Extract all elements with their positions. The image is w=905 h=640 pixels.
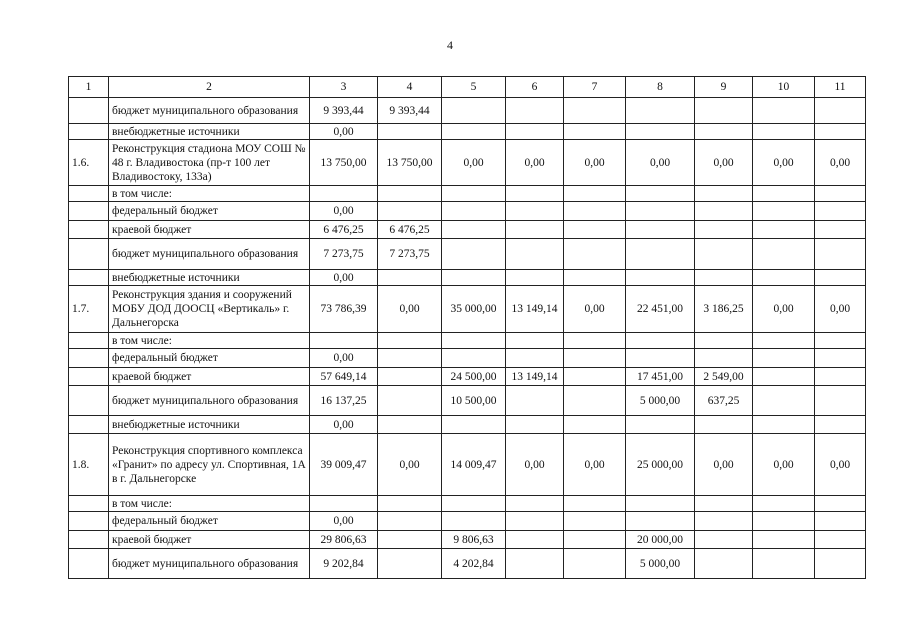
value-cell: 0,00 (753, 434, 815, 496)
value-cell: 0,00 (815, 286, 866, 333)
value-cell (564, 368, 626, 386)
value-cell (378, 333, 442, 349)
table-row (69, 434, 866, 496)
value-cell (564, 239, 626, 270)
row-label: краевой бюджет (109, 221, 310, 239)
value-cell (695, 416, 753, 434)
value-cell (695, 496, 753, 512)
table-row (69, 270, 866, 286)
row-label: внебюджетные источники (109, 416, 310, 434)
value-cell: 0,00 (695, 140, 753, 186)
row-label: в том числе: (109, 496, 310, 512)
value-cell (310, 496, 378, 512)
value-cell (442, 186, 506, 202)
value-cell (378, 349, 442, 368)
value-cell (753, 124, 815, 140)
header-cell: 6 (506, 77, 564, 98)
value-cell (506, 416, 564, 434)
header-cell: 10 (753, 77, 815, 98)
row-label: бюджет муниципального образования (109, 386, 310, 416)
value-cell (506, 549, 564, 579)
table-row (69, 98, 866, 124)
value-cell (695, 549, 753, 579)
value-cell (506, 98, 564, 124)
value-cell (695, 124, 753, 140)
value-cell (695, 186, 753, 202)
value-cell (815, 186, 866, 202)
header-cell: 7 (564, 77, 626, 98)
value-cell (753, 333, 815, 349)
row-number (69, 386, 109, 416)
row-label: внебюджетные источники (109, 124, 310, 140)
row-number (69, 98, 109, 124)
value-cell (310, 333, 378, 349)
value-cell (506, 221, 564, 239)
value-cell: 0,00 (815, 140, 866, 186)
row-number (69, 512, 109, 531)
value-cell: 57 649,14 (310, 368, 378, 386)
header-cell: 5 (442, 77, 506, 98)
value-cell (506, 202, 564, 221)
value-cell (815, 239, 866, 270)
value-cell (753, 239, 815, 270)
table-row (69, 239, 866, 270)
value-cell (815, 98, 866, 124)
value-cell (506, 270, 564, 286)
value-cell (564, 512, 626, 531)
value-cell (626, 496, 695, 512)
value-cell (626, 98, 695, 124)
value-cell (626, 333, 695, 349)
table-row (69, 202, 866, 221)
value-cell: 16 137,25 (310, 386, 378, 416)
value-cell (753, 202, 815, 221)
row-number (69, 186, 109, 202)
row-number (69, 202, 109, 221)
value-cell (442, 98, 506, 124)
value-cell: 22 451,00 (626, 286, 695, 333)
value-cell: 73 786,39 (310, 286, 378, 333)
value-cell (506, 496, 564, 512)
value-cell: 13 750,00 (310, 140, 378, 186)
value-cell (378, 496, 442, 512)
value-cell: 7 273,75 (378, 239, 442, 270)
value-cell (815, 531, 866, 549)
row-label: федеральный бюджет (109, 512, 310, 531)
row-label: краевой бюджет (109, 531, 310, 549)
value-cell: 13 149,14 (506, 368, 564, 386)
row-number (69, 349, 109, 368)
table-row (69, 512, 866, 531)
value-cell: 9 806,63 (442, 531, 506, 549)
value-cell (442, 270, 506, 286)
value-cell: 0,00 (815, 434, 866, 496)
value-cell: 3 186,25 (695, 286, 753, 333)
value-cell (626, 239, 695, 270)
value-cell: 0,00 (310, 349, 378, 368)
value-cell (506, 239, 564, 270)
value-cell: 0,00 (564, 286, 626, 333)
value-cell: 20 000,00 (626, 531, 695, 549)
value-cell (564, 270, 626, 286)
value-cell (815, 386, 866, 416)
table-row (69, 186, 866, 202)
value-cell (442, 416, 506, 434)
table-row (69, 496, 866, 512)
row-label: бюджет муниципального образования (109, 239, 310, 270)
value-cell (564, 496, 626, 512)
value-cell (695, 98, 753, 124)
row-label: в том числе: (109, 186, 310, 202)
table-row (69, 286, 866, 333)
value-cell: 13 149,14 (506, 286, 564, 333)
value-cell (626, 512, 695, 531)
value-cell (378, 368, 442, 386)
row-label: федеральный бюджет (109, 202, 310, 221)
value-cell (564, 549, 626, 579)
row-number (69, 549, 109, 579)
value-cell (753, 270, 815, 286)
value-cell (753, 549, 815, 579)
value-cell (753, 368, 815, 386)
row-label: Реконструкция стадиона МОУ СОШ № 48 г. Владивостока (пр-т 100 лет Владивостоку, 133а) (109, 140, 310, 186)
value-cell (564, 124, 626, 140)
value-cell: 9 393,44 (310, 98, 378, 124)
value-cell (506, 349, 564, 368)
value-cell (626, 186, 695, 202)
value-cell (564, 186, 626, 202)
value-cell: 0,00 (564, 434, 626, 496)
value-cell: 0,00 (310, 202, 378, 221)
value-cell (815, 368, 866, 386)
value-cell (378, 386, 442, 416)
row-number: 1.7. (69, 286, 109, 333)
value-cell (378, 416, 442, 434)
value-cell: 9 393,44 (378, 98, 442, 124)
value-cell: 0,00 (506, 434, 564, 496)
value-cell: 0,00 (310, 416, 378, 434)
value-cell (442, 333, 506, 349)
header-cell: 8 (626, 77, 695, 98)
row-number: 1.6. (69, 140, 109, 186)
value-cell (378, 202, 442, 221)
value-cell (695, 202, 753, 221)
value-cell (378, 549, 442, 579)
value-cell (564, 98, 626, 124)
value-cell (378, 270, 442, 286)
value-cell: 24 500,00 (442, 368, 506, 386)
table-row (69, 221, 866, 239)
value-cell (815, 221, 866, 239)
value-cell (815, 496, 866, 512)
value-cell (753, 416, 815, 434)
value-cell: 5 000,00 (626, 386, 695, 416)
value-cell: 0,00 (378, 434, 442, 496)
value-cell: 25 000,00 (626, 434, 695, 496)
value-cell: 2 549,00 (695, 368, 753, 386)
value-cell (378, 124, 442, 140)
header-cell: 1 (69, 77, 109, 98)
row-number (69, 270, 109, 286)
table-row (69, 124, 866, 140)
value-cell (442, 124, 506, 140)
value-cell: 6 476,25 (378, 221, 442, 239)
value-cell: 13 750,00 (378, 140, 442, 186)
value-cell: 29 806,63 (310, 531, 378, 549)
header-cell: 4 (378, 77, 442, 98)
value-cell: 4 202,84 (442, 549, 506, 579)
value-cell (753, 221, 815, 239)
page-number: 4 (447, 38, 453, 52)
value-cell (753, 349, 815, 368)
value-cell (506, 512, 564, 531)
value-cell (442, 202, 506, 221)
value-cell (564, 349, 626, 368)
value-cell (506, 186, 564, 202)
value-cell: 39 009,47 (310, 434, 378, 496)
row-label: в том числе: (109, 333, 310, 349)
row-number (69, 333, 109, 349)
value-cell (442, 496, 506, 512)
value-cell (626, 202, 695, 221)
row-label: бюджет муниципального образования (109, 549, 310, 579)
value-cell (442, 239, 506, 270)
value-cell: 7 273,75 (310, 239, 378, 270)
value-cell (753, 512, 815, 531)
header-cell: 9 (695, 77, 753, 98)
value-cell: 637,25 (695, 386, 753, 416)
value-cell (753, 186, 815, 202)
value-cell: 0,00 (753, 140, 815, 186)
value-cell (564, 416, 626, 434)
value-cell: 5 000,00 (626, 549, 695, 579)
value-cell (506, 333, 564, 349)
table-row (69, 416, 866, 434)
table-row (69, 140, 866, 186)
value-cell (815, 202, 866, 221)
value-cell: 0,00 (310, 512, 378, 531)
value-cell (626, 124, 695, 140)
value-cell (442, 512, 506, 531)
value-cell (506, 531, 564, 549)
value-cell (506, 124, 564, 140)
value-cell (310, 186, 378, 202)
value-cell: 0,00 (506, 140, 564, 186)
row-label: федеральный бюджет (109, 349, 310, 368)
value-cell: 0,00 (695, 434, 753, 496)
value-cell: 6 476,25 (310, 221, 378, 239)
table-row (69, 368, 866, 386)
value-cell (815, 549, 866, 579)
value-cell (506, 386, 564, 416)
value-cell (753, 98, 815, 124)
value-cell (695, 221, 753, 239)
value-cell (442, 349, 506, 368)
value-cell (815, 333, 866, 349)
value-cell: 35 000,00 (442, 286, 506, 333)
value-cell: 0,00 (753, 286, 815, 333)
row-number (69, 221, 109, 239)
value-cell (564, 221, 626, 239)
value-cell (564, 386, 626, 416)
header-cell: 11 (815, 77, 866, 98)
budget-table (68, 76, 866, 579)
value-cell: 0,00 (310, 124, 378, 140)
value-cell (564, 333, 626, 349)
table-row (69, 549, 866, 579)
row-number (69, 239, 109, 270)
table-row (69, 349, 866, 368)
value-cell: 17 451,00 (626, 368, 695, 386)
value-cell: 0,00 (310, 270, 378, 286)
value-cell: 0,00 (564, 140, 626, 186)
value-cell: 14 009,47 (442, 434, 506, 496)
value-cell (815, 416, 866, 434)
value-cell (695, 512, 753, 531)
value-cell (695, 349, 753, 368)
value-cell: 0,00 (378, 286, 442, 333)
value-cell (378, 186, 442, 202)
value-cell (626, 270, 695, 286)
row-number (69, 124, 109, 140)
value-cell (753, 531, 815, 549)
value-cell (753, 496, 815, 512)
value-cell: 0,00 (626, 140, 695, 186)
value-cell (695, 333, 753, 349)
value-cell (815, 124, 866, 140)
table-row (69, 531, 866, 549)
value-cell (442, 221, 506, 239)
value-cell (626, 221, 695, 239)
row-number (69, 496, 109, 512)
value-cell (626, 349, 695, 368)
header-row (69, 77, 866, 98)
value-cell: 10 500,00 (442, 386, 506, 416)
row-label: краевой бюджет (109, 368, 310, 386)
value-cell: 9 202,84 (310, 549, 378, 579)
row-label: Реконструкция здания и сооружений МОБУ ДОД ДООСЦ «Вертикаль» г. Дальнегорска (109, 286, 310, 333)
row-number (69, 416, 109, 434)
table-row (69, 386, 866, 416)
value-cell (753, 386, 815, 416)
value-cell (564, 202, 626, 221)
value-cell: 0,00 (442, 140, 506, 186)
value-cell (695, 239, 753, 270)
row-label: внебюджетные источники (109, 270, 310, 286)
value-cell (564, 531, 626, 549)
row-label: Реконструкция спортивного комплекса «Гранит» по адресу ул. Спортивная, 1А в г. Дальнегорске (109, 434, 310, 496)
table-row (69, 333, 866, 349)
row-label: бюджет муниципального образования (109, 98, 310, 124)
value-cell (626, 416, 695, 434)
header-cell: 3 (310, 77, 378, 98)
header-cell: 2 (109, 77, 310, 98)
row-number: 1.8. (69, 434, 109, 496)
value-cell (378, 512, 442, 531)
value-cell (815, 512, 866, 531)
value-cell (378, 531, 442, 549)
row-number (69, 368, 109, 386)
value-cell (815, 349, 866, 368)
value-cell (695, 531, 753, 549)
value-cell (695, 270, 753, 286)
value-cell (815, 270, 866, 286)
row-number (69, 531, 109, 549)
